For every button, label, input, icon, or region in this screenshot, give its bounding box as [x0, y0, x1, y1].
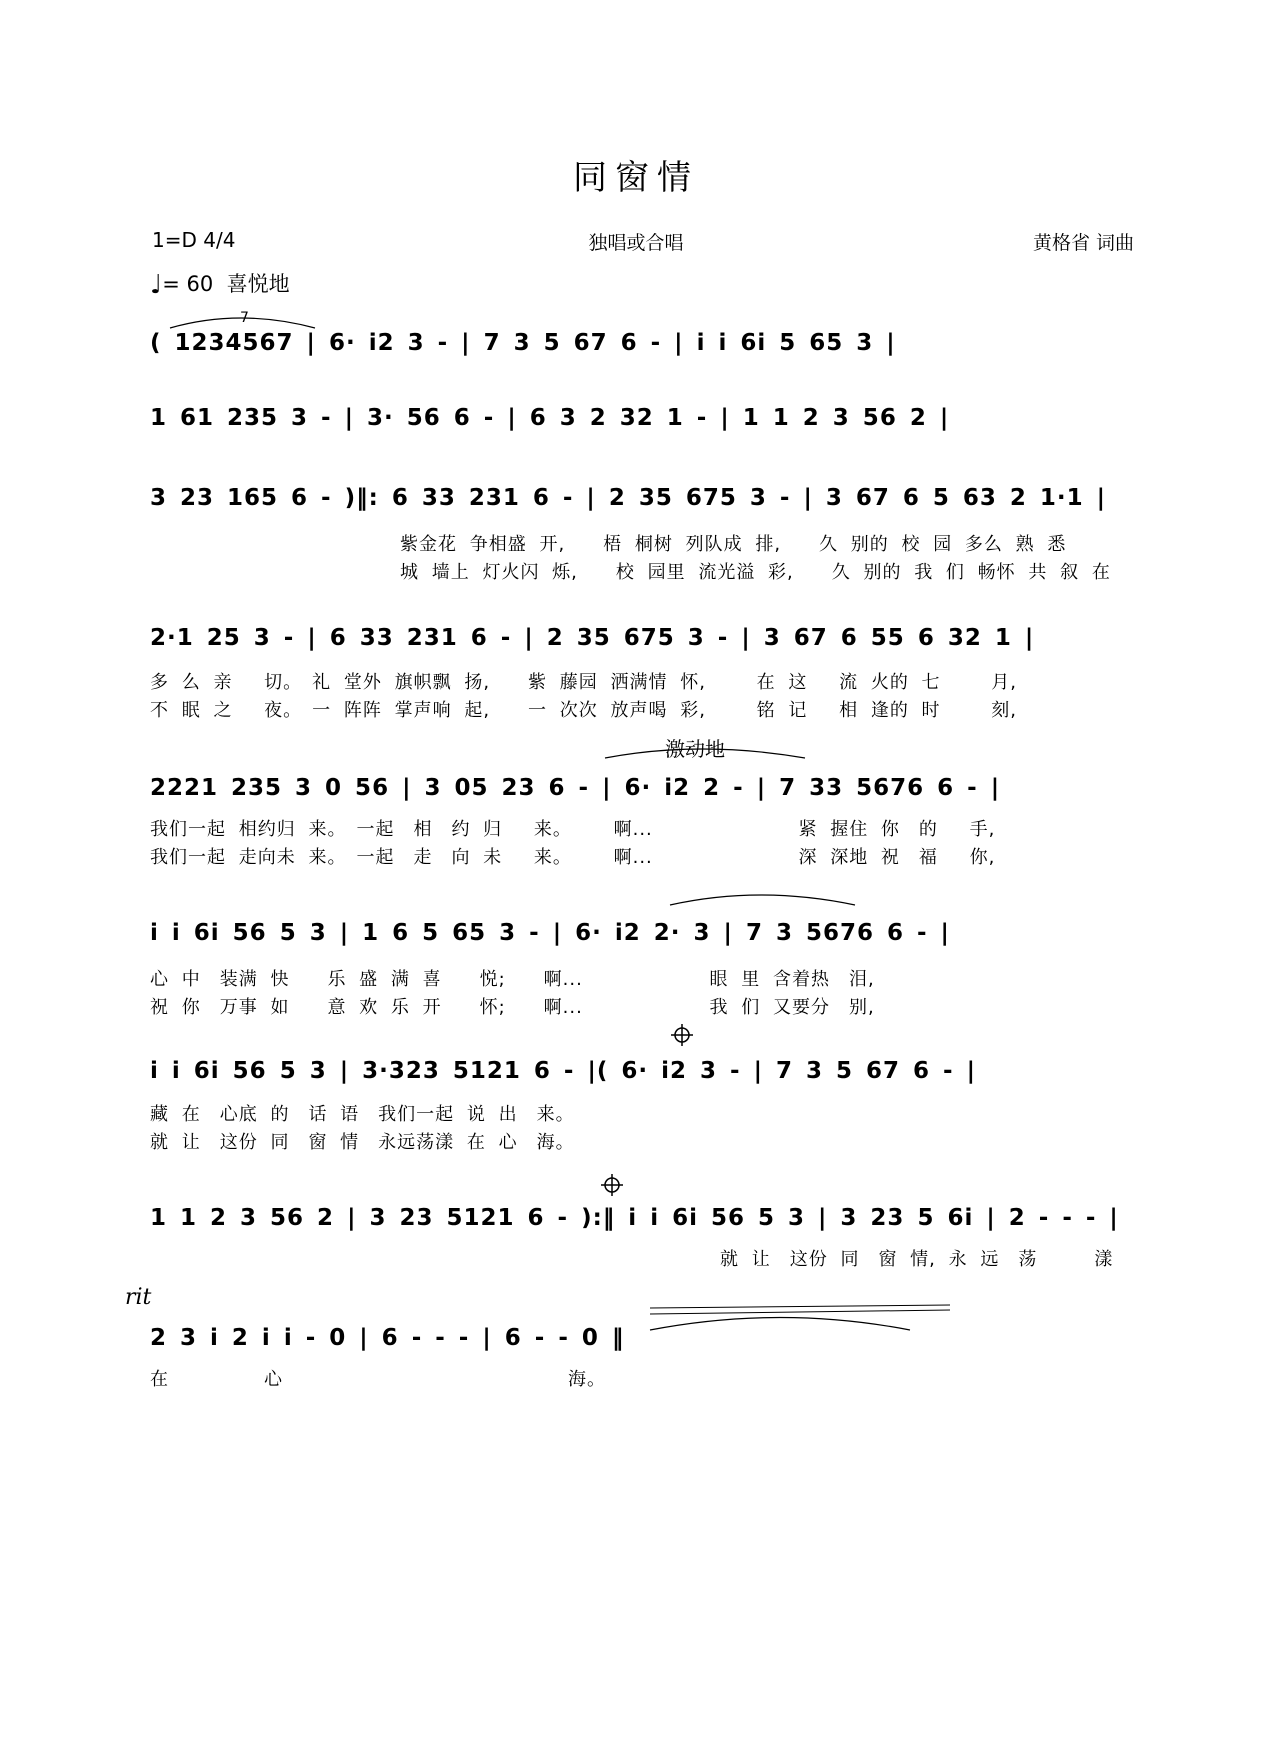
lyric-line-4a: 多 么 亲 切。 礼 堂外 旗帜飘 扬, 紫 藤园 洒满情 怀, 在 这 流 火的 七 月, [150, 672, 1017, 693]
coda-icon-2 [601, 1174, 623, 1196]
lyric-line-6a: 心 中 装满 快 乐 盛 满 喜 悦; 啊... 眼 里 含着热 泪, [150, 969, 875, 990]
svg-text:7: 7 [240, 310, 249, 326]
notation-line-5: 2221 235 3 0 56 | 3 05 23 6 - | 6· i2 2 - | 7 33 5676 6 - | [150, 775, 1001, 801]
notation-line-3: 3 23 165 6 - )‖: 6 33 231 6 - | 2 35 675 3 - | 3 67 6 5 63 2 1·1 | [150, 485, 1107, 511]
tempo-expression: 喜悦地 [226, 272, 290, 296]
key-signature: 1=D 4/4 [152, 228, 236, 252]
expression-rit: rit [125, 1285, 152, 1310]
lyric-line-8: 就 让 这份 同 窗 情, 永 远 荡 漾 [150, 1249, 1114, 1270]
notation-line-9: 2 3 i 2 i i - 0 | 6 - - - | 6 - - 0 ‖ [150, 1325, 625, 1351]
lyric-line-5b: 我们一起 走向未 来。 一起 走 向 未 来。 啊... 深 深地 祝 福 你, [150, 847, 996, 868]
performance-note: 独唱或合唱 [588, 232, 684, 254]
notation-line-4: 2·1 25 3 - | 6 33 231 6 - | 2 35 675 3 - | 3 67 6 55 6 32 1 | [150, 625, 1035, 651]
lyric-line-3b: 城 墙上 灯火闪 烁, 校 园里 流光溢 彩, 久 别的 我 们 畅怀 共 叙 在 [400, 562, 1111, 583]
quarter-note-icon: ♩ [150, 270, 163, 300]
lyric-line-4b: 不 眠 之 夜。 一 阵阵 掌声响 起, 一 次次 放声喝 彩, 铭 记 相 逢的 时 刻, [150, 700, 1017, 721]
lyric-line-7a: 藏 在 心底 的 话 语 我们一起 说 出 来。 [150, 1104, 575, 1125]
composer-credit: 黄格省 词曲 [1032, 232, 1134, 254]
lyric-line-3a: 紫金花 争相盛 开, 梧 桐树 列队成 排, 久 别的 校 园 多么 熟 悉 [400, 534, 1067, 555]
lyric-line-9: 在 心 海。 [150, 1369, 606, 1390]
notation-line-8: 1 1 2 3 56 2 | 3 23 5121 6 - ):‖ i i 6i 56 5 3 | 3 23 5 6i | 2 - - - | [150, 1205, 1119, 1231]
notation-line-2: 1 61 235 3 - | 3· 56 6 - | 6 3 2 32 1 - | 1 1 2 3 56 2 | [150, 405, 950, 431]
notation-line-6: i i 6i 56 5 3 | 1 6 5 65 3 - | 6· i2 2· 3 | 7 3 5676 6 - | [150, 920, 950, 946]
lyric-line-6b: 祝 你 万事 如 意 欢 乐 开 怀; 啊... 我 们 又要分 别, [150, 997, 875, 1018]
song-title: 同窗情 [573, 158, 699, 198]
expression-agitated: 激动地 [665, 737, 725, 761]
lyric-line-7b: 就 让 这份 同 窗 情 永远荡漾 在 心 海。 [150, 1132, 575, 1153]
coda-icon [671, 1024, 693, 1046]
notation-line-7: i i 6i 56 5 3 | 3·323 5121 6 - |( 6· i2 3 - | 7 3 5 67 6 - | [150, 1058, 977, 1084]
tempo-bpm: = 60 [162, 272, 214, 296]
notation-line-1: ( 1234567 | 6· i2 3 - | 7 3 5 67 6 - | i i 6i 5 65 3 | [150, 330, 896, 356]
lyric-line-5a: 我们一起 相约归 来。 一起 相 约 归 来。 啊... 紧 握住 你 的 手, [150, 819, 996, 840]
